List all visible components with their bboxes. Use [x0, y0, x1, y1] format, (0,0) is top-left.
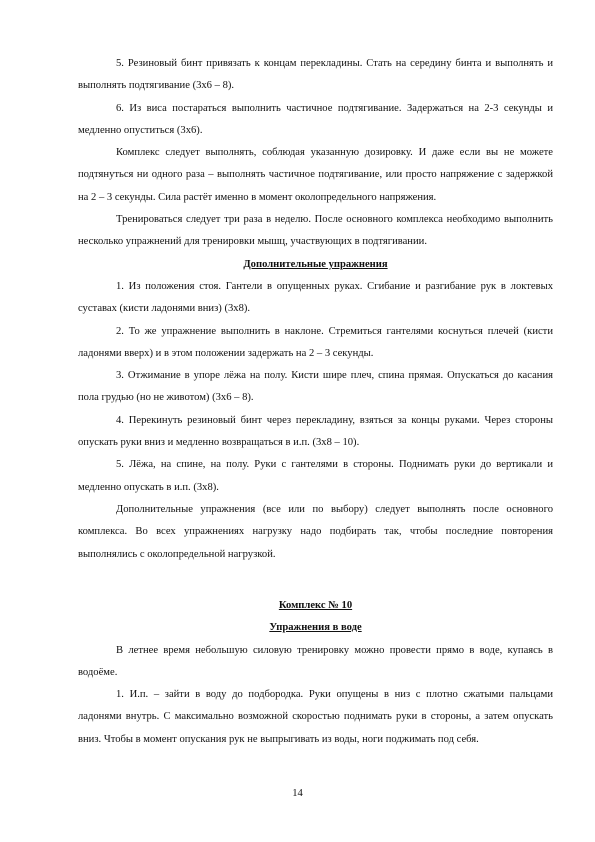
paragraph: В летнее время небольшую силовую тренировку можно провести прямо в воде, купаясь в водоёме.	[78, 644, 553, 678]
paragraph: 5. Резиновый бинт привязать к концам перекладины. Стать на середину бинта и выполнять и выполнять подтягивание (3х6 – 8).	[78, 58, 553, 92]
text-block-top	[78, 53, 553, 566]
paragraph: 2. То же упражнение выполнить в наклоне. Стремиться гантелями коснуться плечей (кисти ладонями вверх) и в этом положении задержать на 2 – 3 секунды.	[78, 325, 553, 359]
section-heading: Упражнения в воде	[269, 622, 362, 634]
paragraph: Тренироваться следует три раза в неделю. После основного комплекса необходимо выполнить несколько упражнений для тренировки мышц, участвующих в подтягивании.	[78, 214, 553, 248]
complex-heading: Комплекс № 10	[278, 600, 353, 611]
paragraph: 1. И.п. – зайти в воду до подбородка. Руки опущены в низ с плотно сжатыми пальцами ладонями внутрь. С максимально возможной скоростью поднимать руки в стороны, а затем опускать вниз. Чтобы в момент опускания рук не выпрыгивать из воды, ноги поджимать под себя.	[78, 689, 553, 745]
paragraph: 6. Из виса постараться выполнить частичное подтягивание. Задержаться на 2-3 секунды и медленно опуститься (3х6).	[78, 102, 553, 136]
paragraph: 5. Лёжа, на спине, на полу. Руки с гантелями в стороны. Поднимать руки до вертикали и медленно опускать в и.п. (3х8).	[78, 459, 553, 493]
paragraph: 3. Отжимание в упоре лёжа на полу. Кисти шире плеч, спина прямая. Опускаться до касания пола грудью (но не животом) (3х6 – 8).	[78, 370, 553, 404]
page-number: 14	[292, 788, 303, 799]
paragraph: 4. Перекинуть резиновый бинт через перекладину, взяться за концы руками. Через стороны опускать руки вниз и медленно возвращаться в и.п. (3х8 – 10).	[78, 414, 553, 449]
paragraph: Дополнительные упражнения (все или по выбору) следует выполнять после основного комплекса. Во всех упражнениях нагрузку надо подбирать так, чтобы последние повторения выполнялись с околопредельной нагрузкой.	[78, 503, 553, 560]
paragraph: 1. Из положения стоя. Гантели в опущенных руках. Сгибание и разгибание рук в локтевых суставах (кисти ладонями вниз) (3х8).	[78, 280, 553, 315]
text-block-complex	[78, 595, 553, 751]
section-heading: Дополнительные упражнения	[243, 258, 388, 270]
paragraph: Комплекс следует выполнять, соблюдая указанную дозировку. И даже если вы не можете подтянуться ни одного раза – выполнять частичное подтягивание, или просто напряжение с задержкой на 2 – 3 секунды. Сила растёт именно в момент околопредельного напряжения.	[78, 147, 553, 203]
